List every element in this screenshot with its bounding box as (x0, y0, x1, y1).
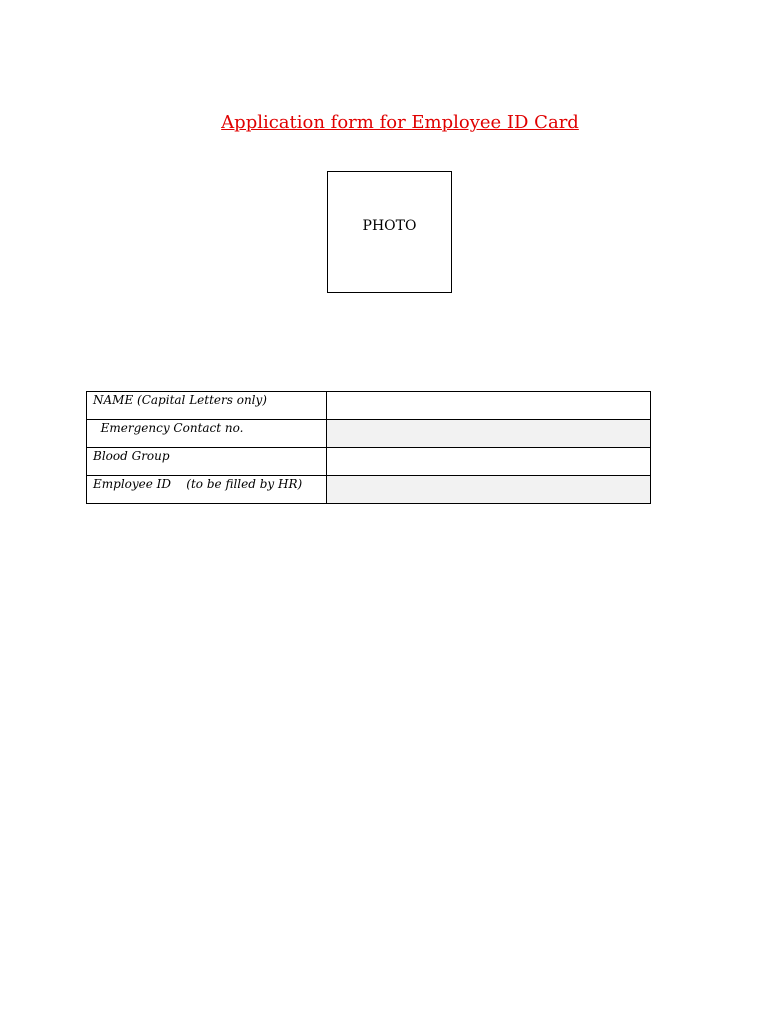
name-cell[interactable] (327, 392, 651, 420)
table-row-name (87, 392, 651, 420)
table-row-employee-id (87, 476, 651, 504)
blood-group-cell[interactable] (327, 448, 651, 476)
employee-id-label: Employee ID (to be filled by HR) (87, 476, 327, 504)
employee-id-field[interactable] (327, 476, 650, 503)
table-row-emergency-contact (87, 420, 651, 448)
emergency-contact-label: Emergency Contact no. (87, 420, 327, 448)
photo-placeholder (327, 171, 452, 293)
employee-id-cell[interactable] (327, 476, 651, 504)
emergency-contact-cell[interactable] (327, 420, 651, 448)
name-field[interactable] (327, 392, 650, 419)
employee-details-table (86, 391, 651, 504)
blood-group-field[interactable] (327, 448, 650, 475)
table-row-blood-group (87, 448, 651, 476)
form-title: Application form for Employee ID Card (221, 112, 579, 133)
photo-label: PHOTO (362, 218, 417, 234)
emergency-contact-field[interactable] (327, 420, 650, 447)
name-label: NAME (Capital Letters only) (87, 392, 327, 420)
blood-group-label: Blood Group (87, 448, 327, 476)
